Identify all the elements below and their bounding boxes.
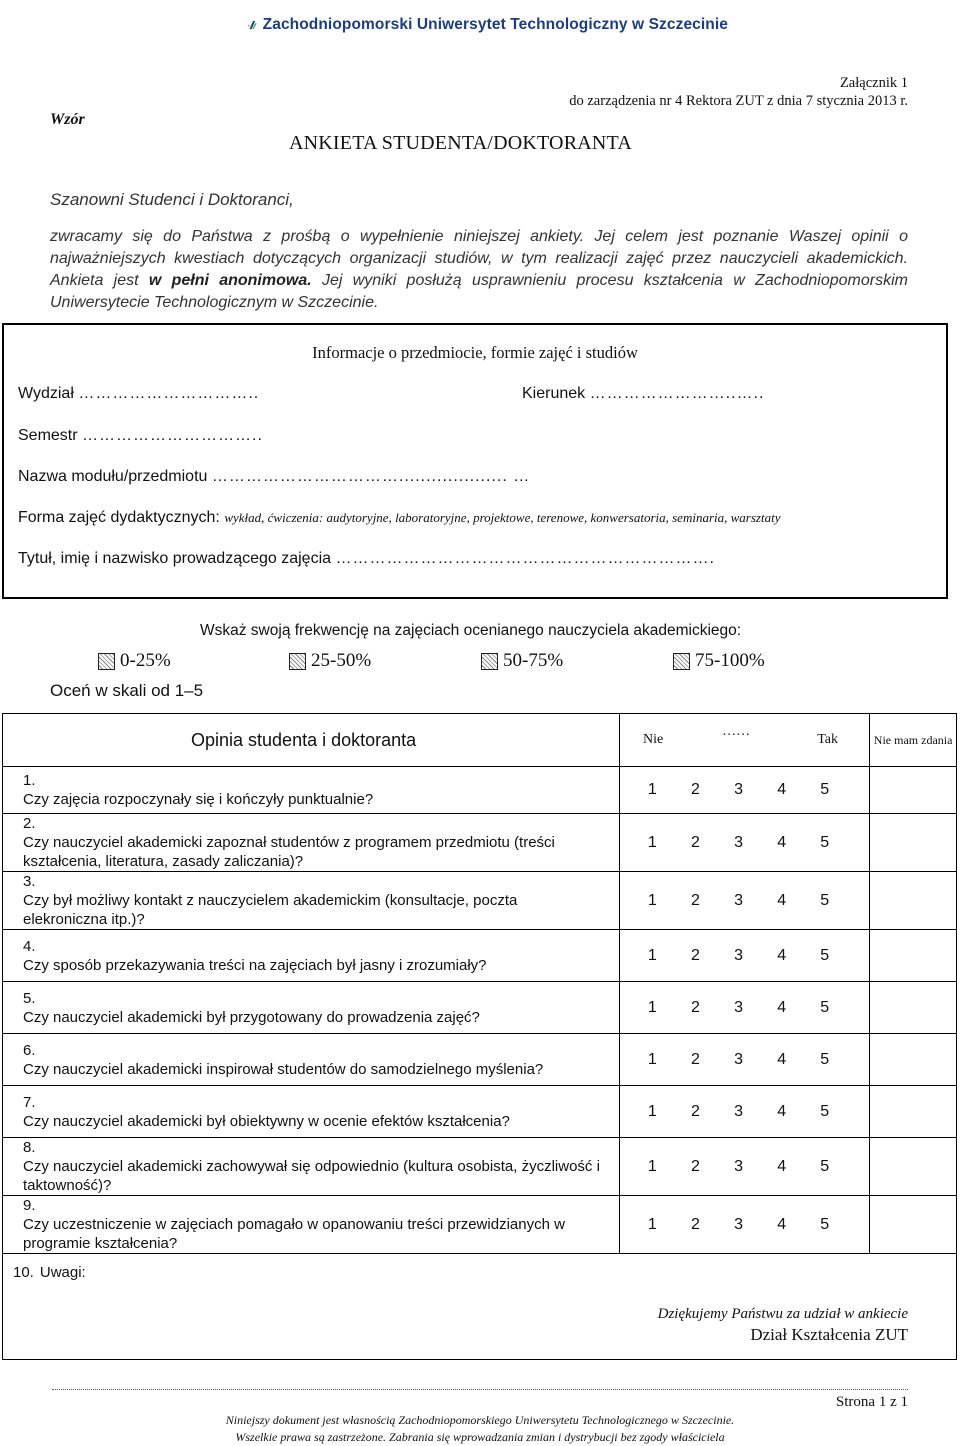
table-row [3, 1138, 957, 1196]
rating-option[interactable]: 3 [734, 1215, 744, 1233]
scale-tak: Tak [786, 714, 870, 767]
department: Dział Kształcenia ZUT [750, 1325, 908, 1344]
attendance-option-label: 25-50% [311, 650, 372, 671]
rating-scale [619, 1034, 869, 1086]
no-opinion-cell[interactable] [870, 872, 957, 930]
nazwa-field[interactable] [18, 468, 530, 486]
attendance-option-label: 75-100% [695, 650, 765, 671]
rating-scale [619, 1086, 869, 1138]
rating-option[interactable]: 4 [777, 781, 787, 798]
question-cell [3, 872, 620, 930]
scale-nie: Nie [619, 714, 686, 767]
rating-option[interactable]: 2 [691, 781, 700, 798]
info-header: Informacje o przedmiocie, formie zajęć i studiów [312, 343, 638, 362]
question-text: Czy nauczyciel akademicki inspirował studentów do samodzielnego myślenia? [23, 1060, 544, 1078]
question-number: 7. [23, 1093, 36, 1111]
rating-option[interactable]: 3 [734, 946, 744, 964]
rating-option[interactable]: 5 [820, 1157, 830, 1175]
rating-option[interactable]: 1 [647, 781, 657, 798]
rating-option[interactable]: 2 [691, 946, 700, 964]
intro-part2: Jej wyniki posłużą usprawnieniu procesu kształcenia w Zachodniopomorskim Uniwersytecie Technologicznym w Szczecinie. [50, 272, 908, 311]
no-opinion-cell[interactable] [870, 982, 957, 1034]
checkbox-icon[interactable] [673, 653, 690, 670]
rating-option[interactable]: 3 [734, 781, 744, 798]
comments-number: 10. [13, 1264, 34, 1281]
attendance-option-25-50[interactable] [289, 650, 371, 672]
attendance-option-75-100[interactable] [673, 650, 765, 672]
question-cell [3, 930, 620, 982]
rating-option[interactable]: 5 [820, 946, 830, 964]
rating-option[interactable]: 1 [647, 1050, 657, 1068]
rating-option[interactable]: 5 [820, 1215, 830, 1233]
wydzial-dots: ………………………….. [78, 385, 260, 402]
question-cell [3, 982, 620, 1034]
rating-option[interactable]: 4 [777, 1102, 787, 1120]
question-text: Czy sposób przekazywania treści na zajęciach był jasny i zrozumiały? [23, 956, 487, 974]
wydzial-field[interactable] [18, 385, 259, 403]
question-cell [3, 1034, 620, 1086]
rating-scale [619, 872, 869, 930]
table-row [3, 1196, 957, 1254]
tytul-dots: …………………………………………………………. [335, 550, 715, 567]
rating-option[interactable]: 2 [691, 833, 700, 851]
forma-label: Forma zajęć dydaktycznych: [18, 509, 220, 526]
rating-option[interactable]: 5 [820, 833, 830, 851]
question-number: 2. [23, 815, 36, 832]
question-text: Czy nauczyciel akademicki zachowywał się odpowiednio (kultura osobista, życzliwość i taktowność)? [23, 1158, 600, 1194]
rating-option[interactable]: 1 [647, 946, 657, 964]
rating-scale [619, 1138, 869, 1196]
table-row [3, 930, 957, 982]
rating-option[interactable]: 1 [647, 833, 657, 851]
question-number: 4. [23, 937, 36, 955]
question-number: 8. [23, 1139, 36, 1156]
table-row [3, 767, 957, 814]
comments-label: Uwagi: [39, 1264, 86, 1281]
no-opinion-cell[interactable] [870, 1138, 957, 1196]
rating-option[interactable]: 1 [647, 1215, 657, 1233]
copyright-line2: Wszelkie prawa są zastrzeżone. Zabrania się wprowadzania zmian i dystrybucji bez zgody właściciela [235, 1430, 725, 1444]
logo-text: Zachodniopomorski Uniwersytet Technologiczny w Szczecinie [262, 16, 728, 33]
copyright-line1: Niniejszy dokument jest własnością Zachodniopomorskiego Uniwersytetu Technologicznego w Szczecinie. [225, 1413, 735, 1427]
rating-option[interactable]: 3 [734, 833, 744, 851]
university-logo [248, 8, 728, 42]
rating-option[interactable]: 2 [691, 1215, 700, 1233]
no-opinion-cell[interactable] [870, 767, 957, 814]
no-opinion-cell[interactable] [870, 1196, 957, 1254]
zut-logo-icon [248, 12, 257, 38]
rating-scale [619, 930, 869, 982]
wydzial-label: Wydział [18, 385, 74, 402]
attendance-option-label: 50-75% [503, 650, 564, 671]
semestr-label: Semestr [18, 427, 78, 444]
rating-option[interactable]: 2 [691, 891, 700, 909]
rating-scale [619, 767, 869, 814]
question-cell [3, 767, 620, 814]
checkbox-icon[interactable] [289, 653, 306, 670]
semestr-field[interactable] [18, 427, 263, 445]
kierunek-dots: ……………………..….. [589, 385, 765, 402]
attendance-option-label: 0-25% [120, 650, 171, 671]
rating-option[interactable]: 4 [777, 1050, 787, 1068]
no-opinion-cell[interactable] [870, 1034, 957, 1086]
question-cell [3, 1196, 620, 1254]
attendance-option-50-75[interactable] [481, 650, 563, 672]
opinion-header: Opinia studenta i doktoranta [3, 714, 620, 767]
rating-option[interactable]: 1 [647, 1157, 657, 1175]
question-number: 6. [23, 1041, 36, 1059]
rating-option[interactable]: 4 [777, 1157, 787, 1175]
scale-note: Oceń w skali od 1–5 [50, 681, 204, 700]
question-number: 5. [23, 989, 36, 1007]
rating-scale [619, 1196, 869, 1254]
zalacznik-note [569, 74, 908, 110]
question-cell [3, 1086, 620, 1138]
no-opinion-cell[interactable] [870, 814, 957, 872]
nazwa-label: Nazwa modułu/przedmiotu [18, 468, 208, 485]
zalacznik-line2: do zarządzenia nr 4 Rektora ZUT z dnia 7 stycznia 2013 r. [569, 93, 908, 109]
table-row [3, 982, 957, 1034]
question-text: Czy nauczyciel akademicki był przygotowany do prowadzenia zajęć? [23, 1008, 480, 1026]
attendance-option-0-25[interactable] [98, 650, 171, 672]
table-row [3, 814, 957, 872]
rating-option[interactable]: 4 [777, 946, 787, 964]
intro-paragraph [50, 226, 908, 314]
rating-option[interactable]: 2 [691, 998, 700, 1016]
rating-option[interactable]: 1 [647, 1102, 657, 1120]
nazwa-dots: …………………………….................... … [211, 468, 531, 485]
tytul-field[interactable] [18, 550, 715, 568]
question-text: Czy nauczyciel akademicki zapoznał studentów z programem przedmiotu (treści kształcenia, literatura, zasady zaliczania)? [23, 834, 555, 870]
rating-option[interactable]: 5 [820, 781, 830, 798]
page-number: Strona 1 z 1 [835, 1394, 908, 1410]
rating-option[interactable]: 5 [820, 891, 830, 909]
question-text: Czy nauczyciel akademicki był obiektywny w ocenie efektów kształcenia? [23, 1112, 510, 1130]
thanks-note: Dziękujemy Państwu za udział w ankiecie [657, 1306, 908, 1322]
question-text: Czy był możliwy kontakt z nauczycielem akademickim (konsultacje, poczta elekroniczna itp.)? [23, 892, 518, 928]
tytul-label: Tytuł, imię i nazwisko prowadzącego zajęcia [18, 550, 332, 567]
rating-option[interactable]: 3 [734, 1102, 744, 1120]
wzor-label: Wzór [50, 111, 85, 128]
kierunek-label: Kierunek [522, 385, 586, 402]
question-cell [3, 814, 620, 872]
no-opinion-cell[interactable] [870, 930, 957, 982]
rating-option[interactable]: 4 [777, 1215, 787, 1233]
page-title: ANKIETA STUDENTA/DOKTORANTA [289, 132, 632, 154]
table-row [3, 872, 957, 930]
question-cell [3, 1138, 620, 1196]
no-opinion-header: Nie mam zdania [870, 714, 957, 767]
rating-option[interactable]: 2 [691, 1157, 700, 1175]
scale-mid: …… [686, 714, 786, 767]
footer-divider [52, 1389, 908, 1390]
copyright-notice [0, 1412, 960, 1446]
forma-options: wykład, ćwiczenia: audytoryjne, laboratoryjne, projektowe, terenowe, konwersatoria, seminaria, warsztaty [224, 510, 781, 525]
question-number: 9. [23, 1197, 36, 1214]
rating-option[interactable]: 2 [691, 1050, 700, 1068]
rating-option[interactable]: 4 [777, 998, 787, 1016]
rating-option[interactable]: 3 [734, 1157, 744, 1175]
forma-field[interactable] [18, 509, 780, 527]
rating-option[interactable]: 1 [647, 998, 657, 1016]
kierunek-field[interactable] [522, 385, 764, 403]
rating-scale [619, 814, 869, 872]
course-info-box [2, 323, 948, 599]
rating-option[interactable]: 3 [734, 891, 744, 909]
semestr-dots: ………………………….. [82, 427, 263, 444]
rating-option[interactable]: 3 [734, 1050, 744, 1068]
table-header-row [3, 714, 957, 767]
rating-option[interactable]: 4 [777, 891, 787, 909]
table-row [3, 1034, 957, 1086]
no-opinion-cell[interactable] [870, 1086, 957, 1138]
zalacznik-line1: Załącznik 1 [839, 75, 908, 91]
rating-option[interactable]: 4 [777, 833, 787, 851]
table-row [3, 1086, 957, 1138]
rating-option[interactable]: 5 [820, 1102, 830, 1120]
rating-option[interactable]: 3 [734, 998, 744, 1016]
question-text: Czy uczestniczenie w zajęciach pomagało w opanowaniu treści przewidzianych w programie kształcenia? [23, 1216, 565, 1252]
greeting: Szanowni Studenci i Doktoranci, [50, 190, 294, 209]
question-number: 1. [23, 772, 36, 789]
rating-option[interactable]: 2 [691, 1102, 700, 1120]
question-number: 3. [23, 873, 36, 890]
rating-scale [619, 982, 869, 1034]
intro-part1: zwracamy się do Państwa z prośbą o wypełnienie niniejszej ankiety. Jej celem jest poznanie Waszej opinii o najważniejszych kwestiach dotyczących organizacji studiów, w tym realizacji zajęć przez nauczycieli akademickich. Ankieta jest [50, 228, 908, 289]
question-text: Czy zajęcia rozpoczynały się i kończyły punktualnie? [23, 791, 374, 808]
checkbox-icon[interactable] [98, 653, 115, 670]
rating-option[interactable]: 5 [820, 1050, 830, 1068]
rating-option[interactable]: 5 [820, 998, 830, 1016]
rating-option[interactable]: 1 [647, 891, 657, 909]
checkbox-icon[interactable] [481, 653, 498, 670]
attendance-prompt: Wskaż swoją frekwencję na zajęciach ocenianego nauczyciela akademickiego: [200, 622, 742, 639]
intro-bold: w pełni anonimowa. [148, 272, 312, 289]
opinion-table [2, 713, 957, 1360]
